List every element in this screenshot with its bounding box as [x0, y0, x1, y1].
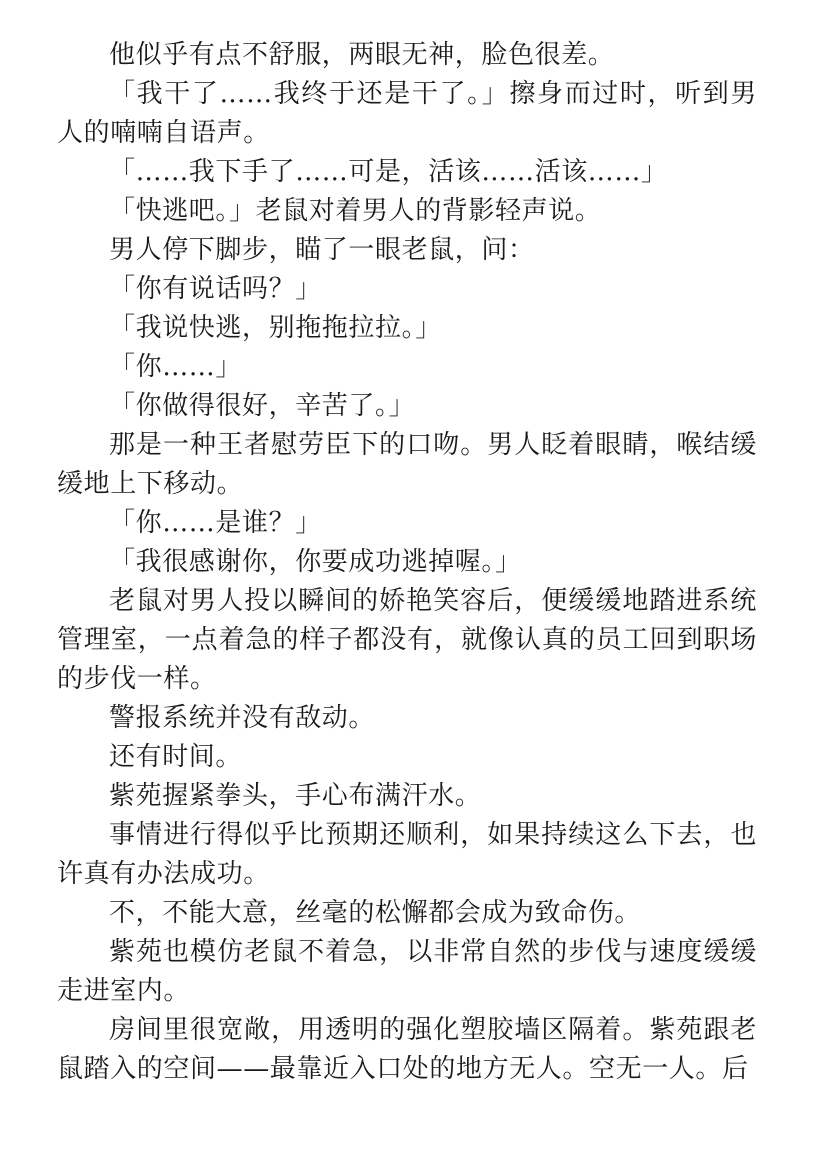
paragraph: 「快逃吧。」老鼠对着男人的背影轻声说。 — [109, 196, 602, 226]
paragraph: 「……我下手了……可是，活该……活该……」 — [109, 157, 668, 187]
paragraph: 「你有说话吗？」 — [109, 274, 322, 304]
paragraph: 老鼠对男人投以瞬间的娇艳笑容后，便缓缓地踏进系统管理室，一点着急的样子都没有，就像认真的员工回到职场的步伐一样。 — [57, 586, 757, 694]
paragraph: 事情进行得似乎比预期还顺利，如果持续这么下去，也许真有办法成功。 — [57, 820, 757, 889]
paragraph: 「我很感谢你，你要成功逃掉喔。」 — [109, 547, 522, 577]
paragraph: 不，不能大意，丝毫的松懈都会成为致命伤。 — [109, 898, 642, 928]
paragraph: 「你……」 — [109, 352, 243, 382]
paragraph: 他似乎有点不舒服，两眼无神，脸色很差。 — [109, 40, 615, 70]
paragraph: 「我干了……我终于还是干了。」擦身而过时，听到男人的喃喃自语声。 — [57, 79, 757, 148]
paragraph: 紫苑也模仿老鼠不着急，以非常自然的步伐与速度缓缓走进室内。 — [57, 937, 757, 1006]
paragraph: 还有时间。 — [109, 742, 243, 772]
paragraph: 「你……是谁？」 — [109, 508, 322, 538]
document-page — [57, 36, 757, 1089]
paragraph: 男人停下脚步，瞄了一眼老鼠，问： — [109, 235, 535, 265]
paragraph: 那是一种王者慰劳臣下的口吻。男人眨着眼睛，喉结缓缓地上下移动。 — [57, 430, 757, 499]
paragraph: 房间里很宽敞，用透明的强化塑胶墙区隔着。紫苑跟老鼠踏入的空间——最靠近入口处的地方无人。空无一人。后 — [57, 1015, 757, 1084]
paragraph: 警报系统并没有敌动。 — [109, 703, 376, 733]
paragraph: 紫苑握紧拳头，手心布满汗水。 — [109, 781, 482, 811]
paragraph: 「你做得很好，辛苦了。」 — [109, 391, 416, 421]
paragraph: 「我说快逃，别拖拖拉拉。」 — [109, 313, 442, 343]
